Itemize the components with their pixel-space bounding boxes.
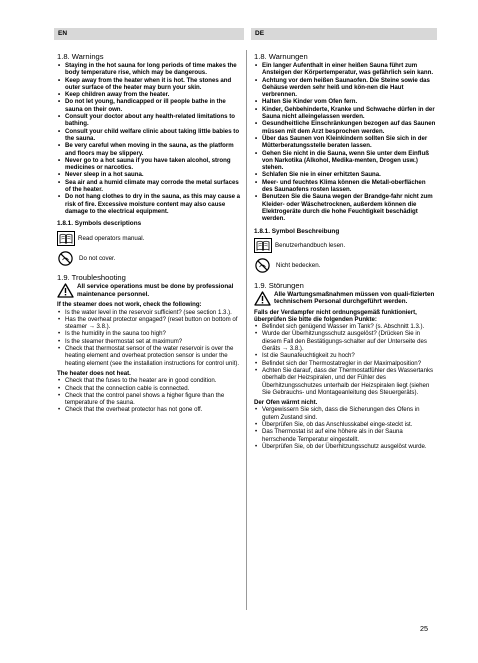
list-item: • Das Thermostat ist auf eine höhere als in der Sauna herrschende Temperatur eingestellt. (254, 428, 436, 443)
warnings-list (57, 62, 241, 215)
symbol-manual-row (57, 228, 241, 248)
list-item: • Ein langer Aufenthalt in einer heißen Sauna führt zum Ansteigen der Körpertemperatur, was gefährlich sein kann. (254, 62, 436, 77)
symbol-cover-label: Nicht bedecken. (276, 261, 321, 269)
heater-heading: The heater does not heat. (57, 369, 131, 377)
list-item: • Check that thermostat sensor of the water reservoir is over the heating element and overheat protection sensor is under the heating element (see the installation instructions for control unit). (57, 345, 241, 367)
symbol-manual-label: Read operators manual. (78, 234, 145, 242)
list-item: • Is the water level in the reservoir sufficient? (see section 1.3.). (57, 309, 241, 316)
list-item: • Staying in the hot sauna for long periods of time makes the body temperature rise, which may be dangerous. (57, 62, 241, 77)
heater-checklist (57, 377, 241, 413)
list-item: • Be very careful when moving in the sauna, as the platform and floors may be slippery. (57, 142, 241, 157)
list-item: • Consult your doctor about any health-related limitations to bathing. (57, 113, 241, 128)
manual-book-icon (254, 238, 272, 253)
symbol-cover-row (254, 256, 436, 276)
list-item: • Überprüfen Sie, ob der Überhitzungsschutz ausgelöst wurde. (254, 443, 436, 450)
list-item: • Halten Sie Kinder vom Ofen fern. (254, 98, 436, 105)
list-item: • Befindet sich genügend Wasser im Tank? (s. Abschnitt 1.3.). (254, 323, 436, 330)
do-not-cover-icon (58, 251, 73, 266)
language-header-en: EN (54, 28, 244, 40)
service-warning-text: All service operations must be done by professional maintenance personnel. (77, 283, 234, 298)
symbols-title: 1.8.1. Symbols descriptions (57, 220, 142, 228)
symbol-manual-label: Benutzerhandbuch lesen. (275, 241, 346, 249)
manual-book-icon (57, 231, 75, 246)
list-item: • Keep children away from the heater. (57, 91, 241, 98)
steamer-checklist (57, 309, 241, 367)
service-warning (254, 291, 436, 306)
do-not-cover-icon (255, 258, 270, 273)
list-item: • Benutzen Sie die Sauna wegen der Brandge-fahr nicht zum Kleider- oder Wäschetrocknen, außerdem können die Elektrogeräte durch die hohe Feuchtigkeit beschädigt werden. (254, 193, 436, 222)
list-item: • Check that the control panel shows a higher figure than the temperature of the sauna. (57, 392, 241, 407)
list-item: • Gehen Sie nicht in die Sauna, wenn Sie unter dem Einfluß von Narkotika (Alkohol, Medika-menten, Drogen usw.) stehen. (254, 150, 436, 172)
list-item: • Is the humidity in the sauna too high? (57, 330, 241, 337)
column-divider (246, 50, 247, 610)
list-item: • Kinder, Gehbehinderte, Kranke und Schwache dürfen in der Sauna nicht alleingelassen werden. (254, 106, 436, 121)
page-number: 25 (420, 624, 428, 633)
service-warning-text: Alle Wartungsmaßnahmen müssen von quali-fizierten technischem Personal durchgeführt werden. (274, 290, 435, 306)
warnings-title: 1.8. Warnungen (254, 52, 308, 61)
list-item: • Check that the fuses to the heater are in good condition. (57, 377, 241, 384)
list-item: • Wurde der Überhitzungsschutz ausgelöst? (Drücken Sie in diesem Fall den Bestätigungs-schalter auf der Unterseite des Geräts → 3.8.). (254, 330, 436, 352)
list-item: • Has the overheat protector engaged? (reset button on bottom of steamer → 3.8.). (57, 316, 241, 331)
list-item: • Achtung vor dem heißen Saunaofen. Die Steine sowie das Gehäuse werden sehr heiß und kön-nen die Haut verbrennen. (254, 77, 436, 99)
warning-triangle-icon (254, 291, 271, 306)
symbol-manual-row (254, 236, 436, 256)
steamer-heading: Falls der Verdampfer nicht ordnungsgemäß funktioniert, überprüfen Sie bitte die folgenden Punkte: (254, 308, 417, 323)
list-item: • Meer- und feuchtes Klima können die Metall-oberflächen des Saunaofens rosten lassen. (254, 179, 436, 194)
list-item: • Do not let young, handicapped or ill people bathe in the sauna on their own. (57, 98, 241, 113)
symbol-cover-label: Do not cover. (79, 254, 116, 262)
list-item: • Vergewissern Sie sich, dass die Sicherungen des Ofens in gutem Zustand sind. (254, 406, 436, 421)
list-item: • Überprüfen Sie, ob das Anschlusskabel einge-steckt ist. (254, 421, 436, 428)
warning-triangle-icon (57, 283, 74, 298)
troubleshooting-title: 1.9. Troubleshooting (57, 273, 126, 283)
warnings-list (254, 62, 436, 223)
troubleshooting-title: 1.9. Störungen (254, 280, 304, 290)
list-item: • Never go to a hot sauna if you have taken alcohol, strong medicines or narcotics. (57, 157, 241, 172)
steamer-heading: If the steamer does not work, check the following: (57, 301, 202, 309)
list-item: • Do not hang clothes to dry in the sauna, as this may cause a risk of fire. Excessive moisture content may also cause damage to the electrical equipment. (57, 193, 241, 215)
service-warning (57, 283, 241, 298)
language-header-de: DE (251, 28, 437, 40)
list-item: • Gesundheitliche Einschränkungen bezogen auf das Saunen müssen mit dem Arzt besprochen werden. (254, 120, 436, 135)
list-item: • Check that the overheat protector has not gone off. (57, 406, 241, 413)
symbols-title: 1.8.1. Symbol Beschreibung (254, 227, 340, 235)
symbol-cover-row (57, 248, 241, 268)
list-item: • Keep away from the heater when it is hot. The stones and outer surface of the heater may burn your skin. (57, 77, 241, 92)
list-item: • Never sleep in a hot sauna. (57, 171, 241, 178)
steamer-checklist (254, 323, 436, 396)
list-item: • Is the steamer thermostat set at maximum? (57, 338, 241, 345)
list-item: • Check that the connection cable is connected. (57, 385, 241, 392)
heater-checklist (254, 406, 436, 450)
list-item: • Über das Saunen von Kleinkindern sollten Sie sich in der Mütterberatungsstelle beraten lassen. (254, 135, 436, 150)
german-column (254, 52, 436, 450)
heater-heading: Der Ofen wärmt nicht. (254, 399, 318, 407)
english-column (57, 52, 241, 414)
list-item: • Achten Sie darauf, dass der Thermostatfühler des Wassertanks oberhalb der Heizspiralen, und der Fühler des Überhitzungsschutzes unterhalb der Heizspiralen liegt (siehen Sie Gebrauchs- und Montageanleitung des Steuergeräts). (254, 367, 436, 396)
list-item: • Befindet sich der Thermostatregler in der Maximalposition? (254, 360, 436, 367)
list-item: • Consult your child welfare clinic about taking little babies to the sauna. (57, 128, 241, 143)
list-item: • Sea air and a humid climate may corrode the metal surfaces of the heater. (57, 179, 241, 194)
list-item: • Schlafen Sie nie in einer erhitzten Sauna. (254, 171, 436, 178)
warnings-title: 1.8. Warnings (57, 52, 104, 61)
list-item: • Ist die Saunafeuchtigkeit zu hoch? (254, 352, 436, 359)
